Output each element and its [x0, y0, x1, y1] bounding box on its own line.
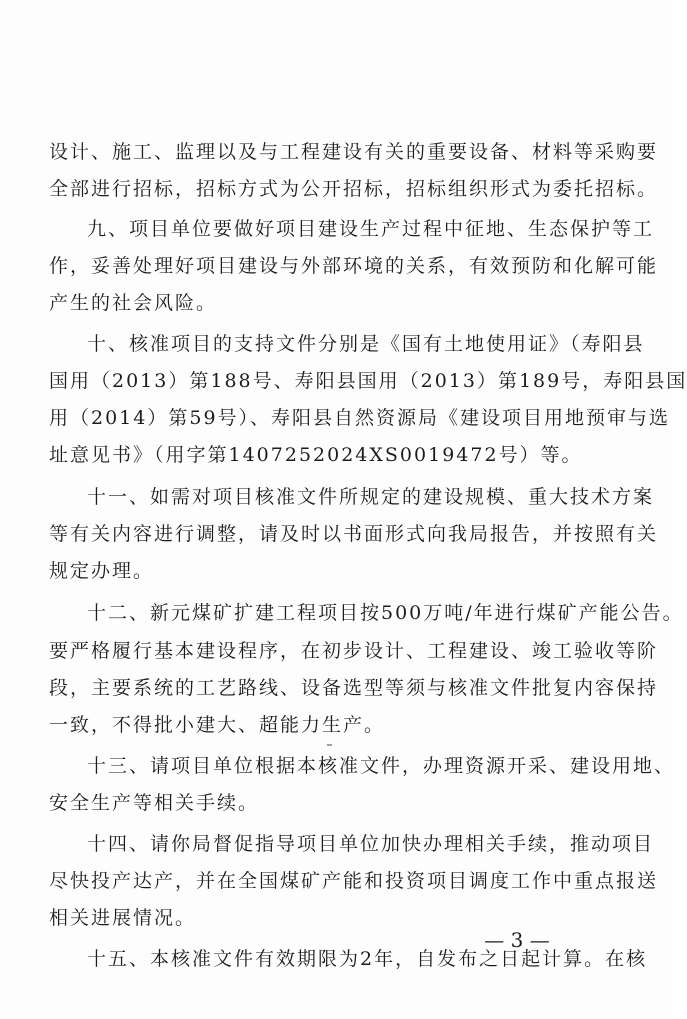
document-line: 十、核准项目的支持文件分别是《国有土地使用证》（寿阳县 — [87, 333, 645, 355]
document-line: 十四、请你局督促指导项目单位加快办理相关手续，推动项目 — [87, 833, 655, 855]
document-line: 安全生产等相关手续。 — [49, 792, 260, 814]
document-line: 规定办理。 — [49, 560, 155, 582]
document-line: 要严格履行基本建设程序，在初步设计、工程建设、竣工验收等阶 — [49, 640, 659, 662]
document-line: 十五、本核准文件有效期限为2年，自发布之日起计算。在核 — [87, 948, 648, 970]
document-line: 国用（2013）第188号、寿阳县国用（2013）第189号，寿阳县国 — [49, 370, 687, 392]
document-line: 址意见书》（用字第1407252024XS0019472号）等。 — [49, 444, 583, 466]
document-line: 一致，不得批小建大、超能力生产。 — [49, 714, 386, 736]
document-line: 十二、新元煤矿扩建工程项目按500万吨/年进行煤矿产能公告。 — [87, 602, 684, 624]
document-line: 等有关内容进行调整，请及时以书面形式向我局报告，并按照有关 — [49, 523, 659, 545]
page-number: — 3 — — [484, 928, 550, 952]
document-line: 九、项目单位要做好项目建设生产过程中征地、生态保护等工 — [87, 218, 655, 240]
document-line: 十一、如需对项目核准文件所规定的建设规模、重大技术方案 — [87, 486, 655, 508]
document-line: 设计、施工、监理以及与工程建设有关的重要设备、材料等采购要 — [49, 141, 659, 163]
document-line: 段，主要系统的工艺路线、设备选型等须与核准文件批复内容保持 — [49, 677, 659, 699]
document-line: 用（2014）第59号）、寿阳县自然资源局《建设项目用地预审与选 — [49, 407, 671, 429]
document-line: 尽快投产达产，并在全国煤矿产能和投资项目调度工作中重点报送 — [49, 870, 659, 892]
document-line: 全部进行招标，招标方式为公开招标，招标组织形式为委托招标。 — [49, 178, 659, 200]
scan-speck — [327, 744, 332, 746]
document-line: 相关进展情况。 — [49, 907, 197, 929]
document-line: 十三、请项目单位根据本核准文件，办理资源开采、建设用地、 — [87, 755, 676, 777]
document-line: 作，妥善处理好项目建设与外部环境的关系，有效预防和化解可能 — [49, 255, 659, 277]
document-line: 产生的社会风险。 — [49, 292, 218, 314]
